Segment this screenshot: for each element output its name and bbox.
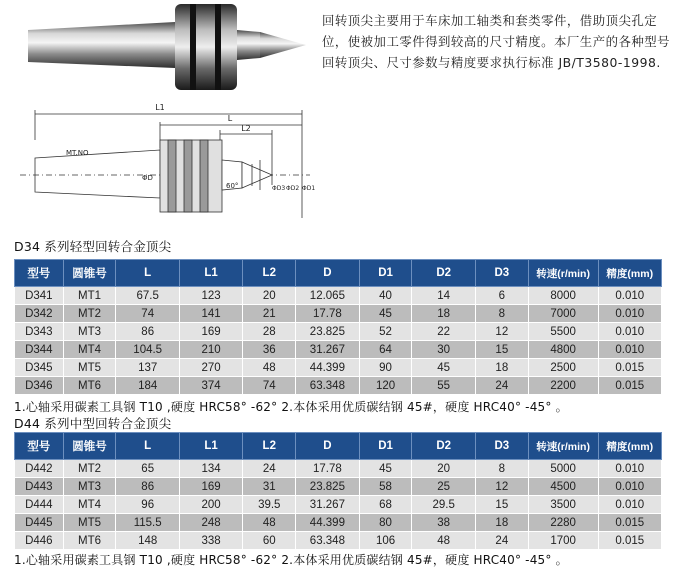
table-cell: 0.010 <box>598 341 661 359</box>
table-cell: 338 <box>179 532 242 550</box>
table-cell: 29.5 <box>412 496 475 514</box>
table-cell: D442 <box>15 460 64 478</box>
angle-label: 60° <box>226 182 239 190</box>
table-cell: 137 <box>116 359 179 377</box>
table-cell: 39.5 <box>243 496 296 514</box>
column-header: D <box>296 433 359 460</box>
table-cell: 120 <box>359 377 412 395</box>
table-cell: 40 <box>359 287 412 305</box>
table-row <box>15 460 662 478</box>
table-cell: MT5 <box>63 359 116 377</box>
table-cell: 20 <box>243 287 296 305</box>
column-header: 型号 <box>15 433 64 460</box>
table-cell: 31 <box>243 478 296 496</box>
column-header: D1 <box>359 433 412 460</box>
d34-spec-table <box>14 259 662 395</box>
column-header: L <box>116 433 179 460</box>
table-row <box>15 377 662 395</box>
table-cell: 169 <box>179 478 242 496</box>
table-cell: 12.065 <box>296 287 359 305</box>
table-cell: 1700 <box>528 532 598 550</box>
table-cell: 169 <box>179 323 242 341</box>
header-row <box>15 433 662 460</box>
table-cell: 12 <box>475 323 528 341</box>
header-row <box>15 260 662 287</box>
table-cell: MT6 <box>63 532 116 550</box>
column-header: 转速(r/min) <box>528 433 598 460</box>
table-cell: 15 <box>475 341 528 359</box>
table-cell: 52 <box>359 323 412 341</box>
table-cell: 55 <box>412 377 475 395</box>
table-cell: 58 <box>359 478 412 496</box>
column-header: D3 <box>475 433 528 460</box>
table-cell: 0.015 <box>598 532 661 550</box>
table-cell: 115.5 <box>116 514 179 532</box>
table-cell: 2200 <box>528 377 598 395</box>
table-cell: 31.267 <box>296 341 359 359</box>
table-cell: 48 <box>243 514 296 532</box>
table-cell: 86 <box>116 478 179 496</box>
technical-drawing <box>10 100 340 230</box>
table-cell: 64 <box>359 341 412 359</box>
table-row <box>15 532 662 550</box>
table-cell: 2280 <box>528 514 598 532</box>
table-cell: 18 <box>475 514 528 532</box>
table-cell: MT3 <box>63 478 116 496</box>
table-cell: D344 <box>15 341 64 359</box>
table-cell: MT5 <box>63 514 116 532</box>
table-cell: 23.825 <box>296 323 359 341</box>
table-row <box>15 341 662 359</box>
table-cell: D345 <box>15 359 64 377</box>
table-cell: 4800 <box>528 341 598 359</box>
table-cell: 90 <box>359 359 412 377</box>
table-cell: 63.348 <box>296 532 359 550</box>
live-center-photo <box>10 0 310 95</box>
table-row <box>15 323 662 341</box>
table-cell: 48 <box>412 532 475 550</box>
column-header: L2 <box>243 433 296 460</box>
column-header: 精度(mm) <box>598 433 661 460</box>
column-header: 圆锥号 <box>63 260 116 287</box>
column-header: L <box>116 260 179 287</box>
table-cell: 0.010 <box>598 323 661 341</box>
table-cell: 48 <box>243 359 296 377</box>
table-row <box>15 287 662 305</box>
dim-l2: L2 <box>241 124 251 133</box>
table-cell: 86 <box>116 323 179 341</box>
table-cell: 96 <box>116 496 179 514</box>
table-cell: 5000 <box>528 460 598 478</box>
table-cell: 80 <box>359 514 412 532</box>
table-cell: 28 <box>243 323 296 341</box>
table-cell: 60 <box>243 532 296 550</box>
table-cell: 184 <box>116 377 179 395</box>
table-cell: 8000 <box>528 287 598 305</box>
table-cell: 200 <box>179 496 242 514</box>
table-cell: 38 <box>412 514 475 532</box>
column-header: D1 <box>359 260 412 287</box>
table-cell: 4500 <box>528 478 598 496</box>
column-header: 转速(r/min) <box>528 260 598 287</box>
table-cell: 270 <box>179 359 242 377</box>
table-cell: 106 <box>359 532 412 550</box>
table-cell: MT4 <box>63 341 116 359</box>
table-row <box>15 478 662 496</box>
table-cell: 141 <box>179 305 242 323</box>
table-cell: 0.015 <box>598 514 661 532</box>
table-cell: 374 <box>179 377 242 395</box>
column-header: L1 <box>179 260 242 287</box>
table-cell: 20 <box>412 460 475 478</box>
table-cell: D443 <box>15 478 64 496</box>
table-cell: 12 <box>475 478 528 496</box>
dim-l: L <box>227 114 233 123</box>
table-cell: MT2 <box>63 305 116 323</box>
table-cell: 248 <box>179 514 242 532</box>
table-cell: 17.78 <box>296 305 359 323</box>
table-cell: D445 <box>15 514 64 532</box>
table-cell: 25 <box>412 478 475 496</box>
table-cell: 104.5 <box>116 341 179 359</box>
column-header: 精度(mm) <box>598 260 661 287</box>
column-header: D2 <box>412 260 475 287</box>
table-cell: 21 <box>243 305 296 323</box>
column-header: 圆锥号 <box>63 433 116 460</box>
table-cell: 8 <box>475 305 528 323</box>
table-cell: 14 <box>412 287 475 305</box>
table-cell: 74 <box>243 377 296 395</box>
table-cell: D341 <box>15 287 64 305</box>
table-cell: 3500 <box>528 496 598 514</box>
table-cell: 74 <box>116 305 179 323</box>
table-cell: MT6 <box>63 377 116 395</box>
table-cell: D346 <box>15 377 64 395</box>
d34-series-title: D34 系列轻型回转合金顶尖 <box>14 239 172 254</box>
table-row <box>15 359 662 377</box>
table-cell: D446 <box>15 532 64 550</box>
table-cell: D343 <box>15 323 64 341</box>
table-cell: 0.010 <box>598 496 661 514</box>
table-cell: MT4 <box>63 496 116 514</box>
table-cell: 30 <box>412 341 475 359</box>
table-cell: 18 <box>475 359 528 377</box>
table-cell: 68 <box>359 496 412 514</box>
dim-d1: ΦD1 <box>302 185 316 192</box>
table-row <box>15 514 662 532</box>
table-cell: 18 <box>412 305 475 323</box>
table-cell: 0.010 <box>598 305 661 323</box>
table-cell: 24 <box>475 377 528 395</box>
table-cell: MT2 <box>63 460 116 478</box>
column-header: D <box>296 260 359 287</box>
table-cell: 7000 <box>528 305 598 323</box>
column-header: 型号 <box>15 260 64 287</box>
table-cell: 0.010 <box>598 460 661 478</box>
d34-material-note: 1.心轴采用碳素工具钢 T10 ,硬度 HRC58° -62° 2.本体采用优质碳结钢 45#，硬度 HRC40° -45° 。 <box>14 400 568 414</box>
table-cell: 134 <box>179 460 242 478</box>
d44-series-title: D44 系列中型回转合金顶尖 <box>14 416 172 431</box>
table-cell: 5500 <box>528 323 598 341</box>
table-cell: 63.348 <box>296 377 359 395</box>
table-cell: 148 <box>116 532 179 550</box>
table-cell: 24 <box>475 532 528 550</box>
taper-label: MT.NO <box>66 149 89 157</box>
table-cell: 0.015 <box>598 377 661 395</box>
table-cell: 44.399 <box>296 514 359 532</box>
table-cell: 8 <box>475 460 528 478</box>
table-cell: 24 <box>243 460 296 478</box>
column-header: L1 <box>179 433 242 460</box>
dim-d3: ΦD3 <box>272 185 286 192</box>
column-header: D2 <box>412 433 475 460</box>
product-description: 回转顶尖主要用于车床加工轴类和套类零件，借助顶尖孔定位，使被加工零件得到较高的尺寸精度。本厂生产的各种型号回转顶尖、尺寸参数与精度要求执行标准 JB/T3580-1998. <box>322 13 671 70</box>
table-cell: 65 <box>116 460 179 478</box>
table-cell: 44.399 <box>296 359 359 377</box>
table-cell: 6 <box>475 287 528 305</box>
table-cell: D342 <box>15 305 64 323</box>
table-cell: 22 <box>412 323 475 341</box>
table-row <box>15 496 662 514</box>
table-cell: 45 <box>359 460 412 478</box>
table-cell: 2500 <box>528 359 598 377</box>
table-cell: 17.78 <box>296 460 359 478</box>
d44-material-note: 1.心轴采用碳素工具钢 T10 ,硬度 HRC58° -62° 2.本体采用优质碳结钢 45#，硬度 HRC40° -45° 。 <box>14 553 568 567</box>
dim-l1: L1 <box>155 103 165 112</box>
table-cell: 0.015 <box>598 359 661 377</box>
table-row <box>15 305 662 323</box>
table-cell: 36 <box>243 341 296 359</box>
table-cell: 31.267 <box>296 496 359 514</box>
table-cell: 210 <box>179 341 242 359</box>
table-cell: 23.825 <box>296 478 359 496</box>
table-cell: 123 <box>179 287 242 305</box>
table-cell: 15 <box>475 496 528 514</box>
dim-d: ΦD <box>142 174 153 182</box>
table-cell: D444 <box>15 496 64 514</box>
table-cell: 0.010 <box>598 287 661 305</box>
table-cell: 45 <box>412 359 475 377</box>
table-cell: MT1 <box>63 287 116 305</box>
column-header: L2 <box>243 260 296 287</box>
table-cell: 45 <box>359 305 412 323</box>
column-header: D3 <box>475 260 528 287</box>
table-cell: 67.5 <box>116 287 179 305</box>
table-cell: MT3 <box>63 323 116 341</box>
d44-spec-table <box>14 432 662 550</box>
table-cell: 0.010 <box>598 478 661 496</box>
dim-d2: ΦD2 <box>286 185 300 192</box>
